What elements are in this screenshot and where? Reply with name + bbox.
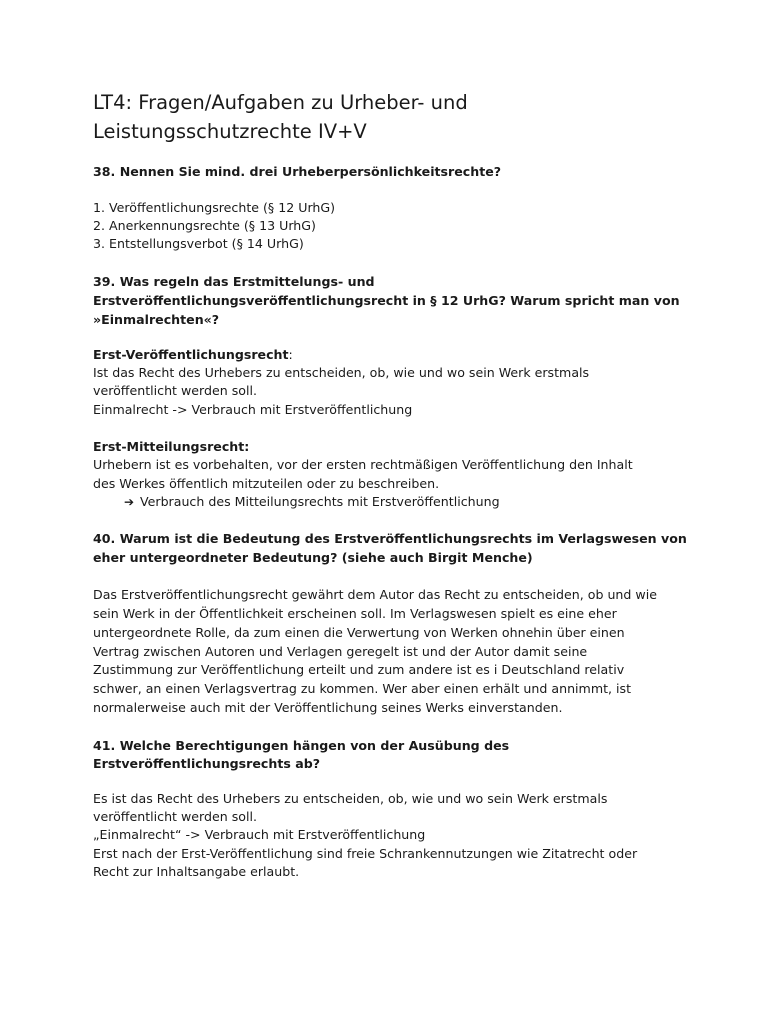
q40-answer-line-7: normalerweise auch mit der Veröffentlichung seines Werks einverstanden. [93,700,563,715]
q39-s2-line-2: des Werkes öffentlich mitzuteilen oder zu beschreiben. [93,476,440,491]
section-heading-colon: : [288,347,293,362]
q40-answer-line-5: Zustimmung zur Veröffentlichung erteilt und zum andere ist es i Deutschland relativ [93,662,625,677]
q40-answer-line-1: Das Erstveröffentlichungsrecht gewährt dem Autor das Recht zu entscheiden, ob und wie [93,587,657,602]
q40-answer-line-2: sein Werk in der Öffentlichkeit erscheinen soll. Im Verlagswesen spielt es eine eher [93,606,617,621]
q41-answer-line-2: veröffentlicht werden soll. [93,809,257,824]
q41-answer-line-4: Erst nach der Erst-Veröffentlichung sind freie Schrankennutzungen wie Zitatrecht oder [93,846,638,861]
page-title [93,88,693,146]
title-line-1: LT4: Fragen/Aufgaben zu Urheber- und [93,91,468,114]
question-38: 38. Nennen Sie mind. drei Urheberpersönlichkeitsrechte? [93,164,502,179]
question-39-line-2: Erstveröffentlichungsveröffentlichungsrecht in § 12 UrhG? Warum spricht man von [93,293,680,308]
q40-answer-line-4: Vertrag zwischen Autoren und Verlagen geregelt ist und der Autor damit seine [93,644,588,659]
arrow-right-icon: ➔ [124,495,135,509]
q39-s1-line-3: Einmalrecht -> Verbrauch mit Erstveröffentlichung [93,402,413,417]
question-40-line-1: 40. Warum ist die Bedeutung des Erstveröffentlichungsrechts im Verlagswesen von [93,531,687,546]
q38-answer-1: 1. Veröffentlichungsrechte (§ 12 UrhG) [93,200,336,215]
q38-answer-3: 3. Entstellungsverbot (§ 14 UrhG) [93,236,304,251]
question-40-line-2: eher untergeordneter Bedeutung? (siehe auch Birgit Menche) [93,550,533,565]
section-heading-text: Erst-Veröffentlichungsrecht [93,347,289,362]
q39-s1-line-1: Ist das Recht des Urhebers zu entscheiden, ob, wie und wo sein Werk erstmals [93,365,590,380]
q41-answer-line-1: Es ist das Recht des Urhebers zu entscheiden, ob, wie und wo sein Werk erstmals [93,791,608,806]
q38-answer-2: 2. Anerkennungsrechte (§ 13 UrhG) [93,218,316,233]
question-41-line-1: 41. Welche Berechtigungen hängen von der Ausübung des [93,738,510,753]
question-39-line-3: »Einmalrechten«? [93,312,220,327]
section-heading-erst-mitteilungsrecht: Erst-Mitteilungsrecht: [93,439,250,454]
question-39-line-1: 39. Was regeln das Erstmittelungs- und [93,274,375,289]
q39-s2-line-1: Urhebern ist es vorbehalten, vor der ersten rechtmäßigen Veröffentlichung den Inhalt [93,457,633,472]
question-41-line-2: Erstveröffentlichungsrechts ab? [93,756,321,771]
q41-answer-line-5: Recht zur Inhaltsangabe erlaubt. [93,864,300,879]
bullet-text: Verbrauch des Mitteilungsrechts mit Erstveröffentlichung [140,494,500,509]
bullet-item [124,493,500,511]
q41-answer-line-3: „Einmalrecht“ -> Verbrauch mit Erstveröffentlichung [93,827,426,842]
q39-s1-line-2: veröffentlicht werden soll. [93,383,257,398]
section-heading-erst-veroeffentlichungsrecht [93,346,293,364]
q40-answer-line-6: schwer, an einen Verlagsvertrag zu kommen. Wer aber einen erhält und annimmt, ist [93,681,632,696]
title-line-2: Leistungsschutzrechte IV+V [93,120,367,143]
q40-answer-line-3: untergeordnete Rolle, da zum einen die Verwertung von Werken ohnehin über einen [93,625,625,640]
